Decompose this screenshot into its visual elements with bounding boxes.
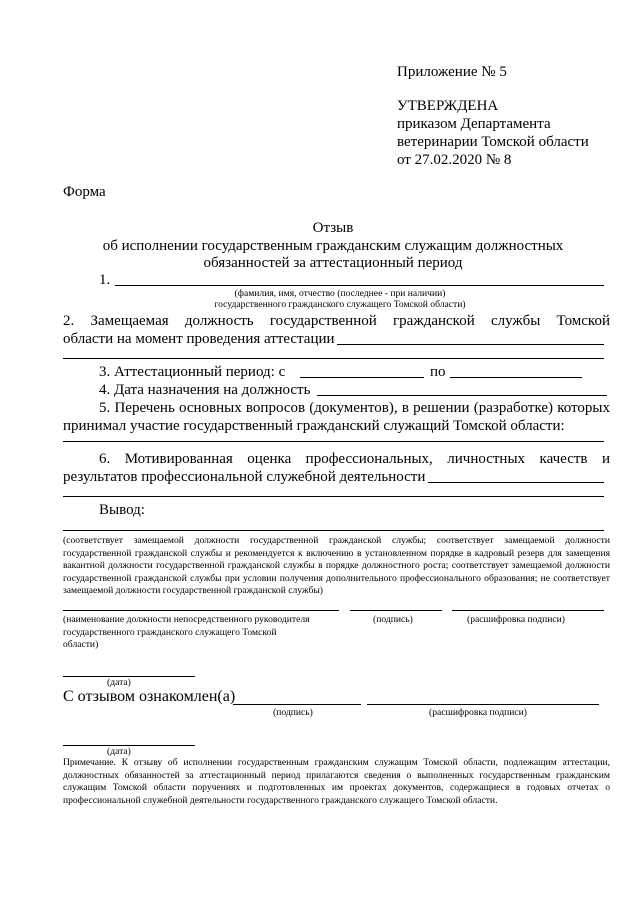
- footnote: Примечание. К отзыву об исполнении государственным гражданским служащим Томской области, подлежащим аттестации, должностных обязанностей за аттестационный период прилагаются сведения о выполненных государственным гражданским служащим Томской области поручениях и подготовленных им проектах документов, содержащиеся в годовых отчетах о профессиональной служебной деятельности государственного гражданского служащего Томской области.: [63, 757, 610, 806]
- questions-field[interactable]: [63, 441, 604, 442]
- form-label: Форма: [63, 184, 106, 200]
- title-line-3: обязанностей за аттестационный период: [203, 255, 463, 271]
- item-6-line-1: 6. Мотивированная оценка профессиональных, личностных качеств и: [99, 451, 610, 467]
- item-2-line-2: области на момент проведения аттестации: [63, 331, 335, 347]
- approval-line-1: приказом Департамента: [397, 116, 551, 132]
- item-3-label: 3. Аттестационный период: с: [99, 364, 286, 380]
- employee-decoding-caption: (расшифровка подписи): [429, 707, 527, 718]
- evaluation-field[interactable]: [428, 482, 604, 483]
- approval-line-3: от 27.02.2020 № 8: [397, 152, 512, 168]
- acquainted-label: С отзывом ознакомлен(а): [63, 688, 236, 705]
- conclusion-label: Вывод:: [99, 502, 145, 518]
- supervisor-decoding-field[interactable]: [452, 610, 604, 611]
- item-5-line-2: принимал участие государственный гражданский служащий Томской области:: [63, 418, 565, 434]
- appendix-label: Приложение № 5: [397, 64, 507, 80]
- item-4-label: 4. Дата назначения на должность: [99, 382, 311, 398]
- position-field[interactable]: [337, 344, 604, 345]
- item-1-number: 1.: [99, 272, 111, 288]
- employee-signature-caption: (подпись): [273, 707, 313, 718]
- supervisor-date-caption: (дата): [107, 677, 131, 688]
- title-line-2: об исполнении государственным гражданским служащим должностных: [102, 238, 564, 254]
- appointment-date-field[interactable]: [317, 395, 607, 396]
- item-3-to-label: по: [430, 364, 446, 380]
- employee-decoding-field[interactable]: [367, 704, 599, 705]
- period-to-field[interactable]: [450, 377, 582, 378]
- period-from-field[interactable]: [300, 377, 424, 378]
- evaluation-field-extra[interactable]: [63, 496, 604, 497]
- conclusion-field[interactable]: [63, 530, 604, 531]
- supervisor-position-field[interactable]: [63, 610, 339, 611]
- approved-label: УТВЕРЖДЕНА: [397, 98, 499, 114]
- approval-line-2: ветеринарии Томской области: [397, 134, 589, 150]
- item-6-line-2: результатов профессиональной служебной деятельности: [63, 469, 426, 485]
- supervisor-signature-caption: (подпись): [373, 614, 413, 625]
- employee-date-caption: (дата): [107, 746, 131, 757]
- full-name-caption-1: (фамилия, имя, отчество (последнее - при наличии): [234, 288, 446, 299]
- item-5-line-1: 5. Перечень основных вопросов (документов), в решении (разработке) которых: [99, 400, 610, 416]
- employee-signature-field[interactable]: [233, 704, 361, 705]
- supervisor-signature-field[interactable]: [350, 610, 442, 611]
- position-field-extra[interactable]: [63, 358, 604, 359]
- item-2-line-1: 2. Замещаемая должность государственной гражданской службы Томской: [63, 313, 610, 329]
- title-line-1: Отзыв: [312, 220, 354, 236]
- supervisor-position-caption: (наименование должности непосредственного руководителя государственного гражданского служащего Томской области): [63, 614, 310, 650]
- supervisor-decoding-caption: (расшифровка подписи): [467, 614, 565, 625]
- full-name-field[interactable]: [115, 285, 604, 286]
- conclusion-note: (соответствует замещаемой должности государственной гражданской службы; соответствует замещаемой должности государственной гражданской службы и рекомендуется к включению в установленном порядке в кадровый резерв для замещения вакантной должности государственной гражданской службы в порядке должностного роста; соответствует замещаемой должности государственной гражданской службы при условии получения дополнительного профессионального образования; не соответствует замещаемой должности государственной гражданской службы): [63, 535, 610, 597]
- full-name-caption-2: государственного гражданского служащего Томской области): [214, 299, 466, 310]
